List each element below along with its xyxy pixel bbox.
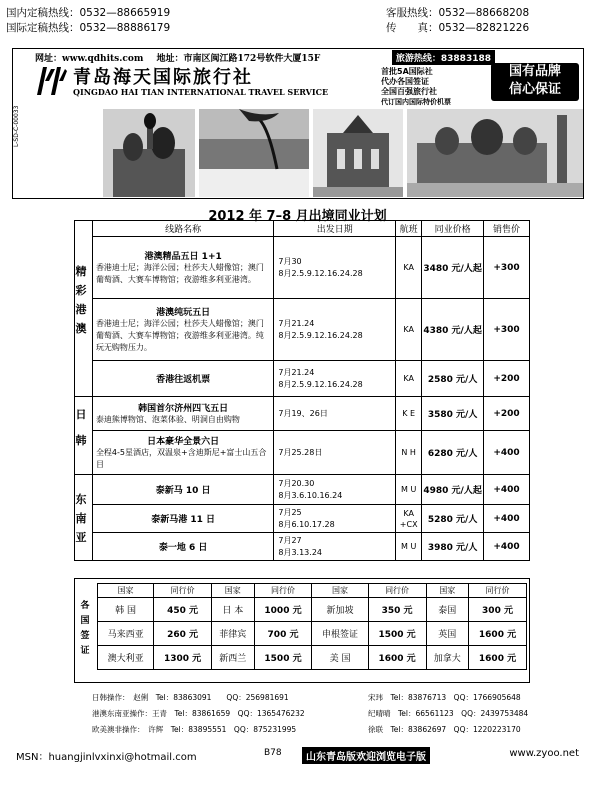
operator-contact: 宋玮 Tel：83876713 QQ：1766905648 — [368, 693, 521, 702]
license-code: L-SD-C-00033 — [13, 105, 20, 147]
date-line: 8月3.13.24 — [278, 547, 322, 557]
dates-cell — [274, 431, 396, 475]
date-line: 7月20.30 — [278, 478, 315, 488]
flight-cell: KA — [396, 299, 422, 361]
visa-section — [74, 578, 530, 683]
cathedral-photo — [103, 109, 195, 197]
date-line: 8月2.5.9.12.16.24.28 — [278, 268, 363, 278]
visa-price: 1600 元 — [368, 646, 426, 670]
visa-row — [98, 598, 527, 622]
operator-contact: 纪晴晴 Tel：66561123 QQ：2439753484 — [368, 709, 529, 718]
visa-price: 260 元 — [154, 622, 212, 646]
operator-contact: 港澳东南亚操作：王青 Tel：83861659 QQ：1365476232 — [92, 709, 305, 718]
route-name: 港澳纯玩五日 — [156, 308, 211, 318]
table-row — [75, 431, 530, 475]
region-label-text: 精彩港澳 — [75, 265, 87, 335]
visa-country: 美 国 — [312, 646, 368, 670]
visa-row — [98, 622, 527, 646]
date-line: 8月2.5.9.12.16.24.28 — [278, 379, 363, 389]
visa-price: 1600 元 — [469, 646, 527, 670]
visa-price: 300 元 — [469, 598, 527, 622]
dates-cell — [274, 505, 396, 533]
markup-cell: +300 — [484, 299, 530, 361]
credential-item: 全国百强旅行社 — [381, 87, 437, 96]
visa-country: 日 本 — [212, 598, 254, 622]
dates-cell — [274, 397, 396, 431]
price-cell: 3580 元/人 — [422, 397, 484, 431]
flight-cell: KA — [396, 237, 422, 299]
visa-country: 韩 国 — [98, 598, 154, 622]
fax-number: 传 真：0532—82821226 — [386, 22, 530, 34]
operator-contact: 欧美澳非操作： 许辉 Tel：83895551 QQ：875231995 — [92, 725, 297, 734]
region-cell — [75, 475, 93, 561]
slogan-badge — [491, 63, 579, 101]
hotline-header — [6, 6, 589, 42]
domestic-hotline: 国内定稿热线：0532—88665919 — [6, 7, 171, 19]
region-cell — [75, 397, 93, 475]
agency-banner — [12, 48, 584, 199]
date-line: 7月25 — [278, 507, 302, 517]
table-row — [75, 475, 530, 505]
visa-header: 国家 — [426, 584, 468, 598]
credentials-list — [381, 67, 451, 107]
route-cell — [92, 299, 273, 361]
visa-country: 菲律宾 — [212, 622, 254, 646]
plaza-photo — [407, 109, 583, 197]
route-description: 全程4-5星酒店，双温泉+含迪斯尼+富士山五合目 — [95, 448, 267, 469]
route-cell — [92, 475, 273, 505]
route-name: 香港往返机票 — [156, 375, 211, 385]
route-name: 泰一地 6 日 — [158, 543, 208, 553]
price-cell: 2580 元/人 — [422, 361, 484, 397]
operator-contacts — [92, 690, 552, 738]
price-cell: 3980 元/人 — [422, 533, 484, 561]
website-text: 网址：www.qdhits.com — [35, 54, 144, 64]
visa-price: 450 元 — [154, 598, 212, 622]
visa-header: 同行价 — [368, 584, 426, 598]
table-row — [75, 299, 530, 361]
visa-country: 加拿大 — [426, 646, 468, 670]
slogan-line: 信心保证 — [508, 82, 561, 97]
route-name: 韩国首尔济州四飞五日 — [138, 404, 229, 414]
company-name-en: QINGDAO HAI TIAN INTERNATIONAL TRAVEL SERVICE — [73, 87, 329, 97]
footer-website-link[interactable]: www.zyoo.net — [509, 748, 579, 759]
route-cell — [92, 361, 273, 397]
page-number: B78 — [264, 748, 282, 758]
route-description: 香港迪士尼；海洋公园；杜莎夫人蜡像馆；澳门葡萄酒、大赛车博物馆；夜游维多利亚港湾。纯玩无购物压力。 — [95, 319, 264, 352]
visa-price: 350 元 — [368, 598, 426, 622]
dates-cell — [274, 533, 396, 561]
date-line: 7月27 — [278, 535, 302, 545]
credential-item: 首批5A国际社 — [381, 67, 433, 76]
column-header: 线路名称 — [92, 221, 273, 237]
price-cell: 5280 元/人 — [422, 505, 484, 533]
markup-cell: +300 — [484, 237, 530, 299]
visa-section-label: 各国签证 — [80, 601, 90, 656]
msn-contact: MSN：huangjinlvxinxi@hotmail.com — [16, 752, 197, 763]
markup-cell: +200 — [484, 361, 530, 397]
region-label-text: 东南亚 — [75, 493, 87, 544]
column-header: 出发日期 — [274, 221, 396, 237]
route-name: 日本豪华全景六日 — [147, 437, 220, 447]
flight-cell: N H — [396, 431, 422, 475]
markup-cell: +400 — [484, 533, 530, 561]
flight-cell: KA +CX — [396, 505, 422, 533]
table-row — [75, 505, 530, 533]
visa-price: 1000 元 — [254, 598, 312, 622]
column-header: 航班 — [396, 221, 422, 237]
region-cell — [75, 221, 93, 397]
visa-country: 新西兰 — [212, 646, 254, 670]
visa-header-row — [98, 584, 527, 598]
visa-row — [98, 646, 527, 670]
operator-contact: 徐联 Tel：83862697 QQ：1220223170 — [368, 725, 521, 734]
table-row — [75, 533, 530, 561]
service-hotline: 客服热线：0532—88668208 — [386, 7, 530, 19]
route-cell — [92, 397, 273, 431]
price-cell: 6280 元/人 — [422, 431, 484, 475]
table-row — [75, 361, 530, 397]
visa-country: 新加坡 — [312, 598, 368, 622]
visa-header: 同行价 — [469, 584, 527, 598]
photo-strip — [103, 109, 583, 197]
dates-cell — [274, 475, 396, 505]
visa-price: 1500 元 — [368, 622, 426, 646]
visa-price: 1300 元 — [154, 646, 212, 670]
visa-price: 700 元 — [254, 622, 312, 646]
operator-row — [92, 706, 552, 722]
date-line: 7月19、26日 — [278, 408, 328, 418]
visa-country: 泰国 — [426, 598, 468, 622]
route-name: 港澳精品五日 1+1 — [144, 252, 222, 262]
date-line: 7月25.28日 — [278, 447, 323, 457]
region-label-text: 日韩 — [75, 408, 87, 447]
visa-country: 申根签证 — [312, 622, 368, 646]
date-line: 8月3.6.10.16.24 — [278, 490, 343, 500]
page-title: 2012 年 7–8 月出境同业计划 — [208, 209, 387, 224]
dates-cell — [274, 299, 396, 361]
address-text: 地址：市南区闽江路172号软件大厦15F — [156, 54, 321, 64]
route-description: 香港迪士尼；海洋公园；杜莎夫人蜡像馆；澳门葡萄酒、大赛车博物馆；夜游维多利亚港湾。 — [95, 263, 264, 284]
dates-cell — [274, 237, 396, 299]
ruins-photo — [313, 109, 403, 197]
travel-hotline-badge: 旅游热线：83883188 — [392, 50, 495, 65]
markup-cell: +400 — [484, 431, 530, 475]
flight-cell: KA — [396, 361, 422, 397]
credential-item: 代办各国签证 — [381, 77, 429, 86]
date-line: 7月30 — [278, 256, 302, 266]
price-cell: 3480 元/人起 — [422, 237, 484, 299]
table-row — [75, 397, 530, 431]
markup-cell: +400 — [484, 475, 530, 505]
date-line: 8月2.5.9.12.16.24.28 — [278, 330, 363, 340]
visa-table — [97, 583, 527, 670]
credential-item: 代订国内国际特价机票 — [381, 98, 451, 106]
page-footer — [16, 748, 579, 764]
table-header-row — [75, 221, 530, 237]
route-cell — [92, 431, 273, 475]
operator-row — [92, 690, 552, 706]
markup-cell: +200 — [484, 397, 530, 431]
flight-cell: M U — [396, 533, 422, 561]
visa-header: 国家 — [312, 584, 368, 598]
slogan-line: 国有品牌 — [508, 64, 561, 79]
operator-row — [92, 722, 552, 738]
international-hotline: 国际定稿热线：0532—88886179 — [6, 22, 171, 34]
visa-country: 马来西亚 — [98, 622, 154, 646]
dates-cell — [274, 361, 396, 397]
company-name-cn: 青岛海天国际旅行社 — [73, 67, 253, 88]
visa-country: 英国 — [426, 622, 468, 646]
date-line: 7月21.24 — [278, 367, 315, 377]
visa-price: 1500 元 — [254, 646, 312, 670]
column-header: 同业价格 — [422, 221, 484, 237]
route-cell — [92, 237, 273, 299]
agency-logo-icon — [33, 63, 69, 99]
date-line: 8月6.10.17.28 — [278, 519, 335, 529]
price-cell: 4380 元/人起 — [422, 299, 484, 361]
flight-cell: M U — [396, 475, 422, 505]
route-cell — [92, 533, 273, 561]
route-cell — [92, 505, 273, 533]
flight-cell: K E — [396, 397, 422, 431]
date-line: 7月21.24 — [278, 318, 315, 328]
markup-cell: +400 — [484, 505, 530, 533]
visa-price: 1600 元 — [469, 622, 527, 646]
visa-header: 同行价 — [154, 584, 212, 598]
route-description: 泰迪熊博物馆、泡菜体验、明洞自由购物 — [95, 415, 240, 424]
route-name: 泰新马 10 日 — [155, 486, 211, 496]
visa-header: 国家 — [212, 584, 254, 598]
table-row — [75, 237, 530, 299]
route-table — [74, 220, 530, 561]
beach-photo — [199, 109, 309, 197]
route-name: 泰新马港 11 日 — [151, 515, 216, 525]
visa-header: 国家 — [98, 584, 154, 598]
visa-header: 同行价 — [254, 584, 312, 598]
visa-country: 澳大利亚 — [98, 646, 154, 670]
publisher-banner: 山东青岛版欢迎浏览电子版 — [302, 747, 430, 764]
column-header: 销售价 — [484, 221, 530, 237]
operator-contact: 日韩操作： 赵俐 Tel：83863091 QQ：256981691 — [92, 693, 289, 702]
price-cell: 4980 元/人起 — [422, 475, 484, 505]
